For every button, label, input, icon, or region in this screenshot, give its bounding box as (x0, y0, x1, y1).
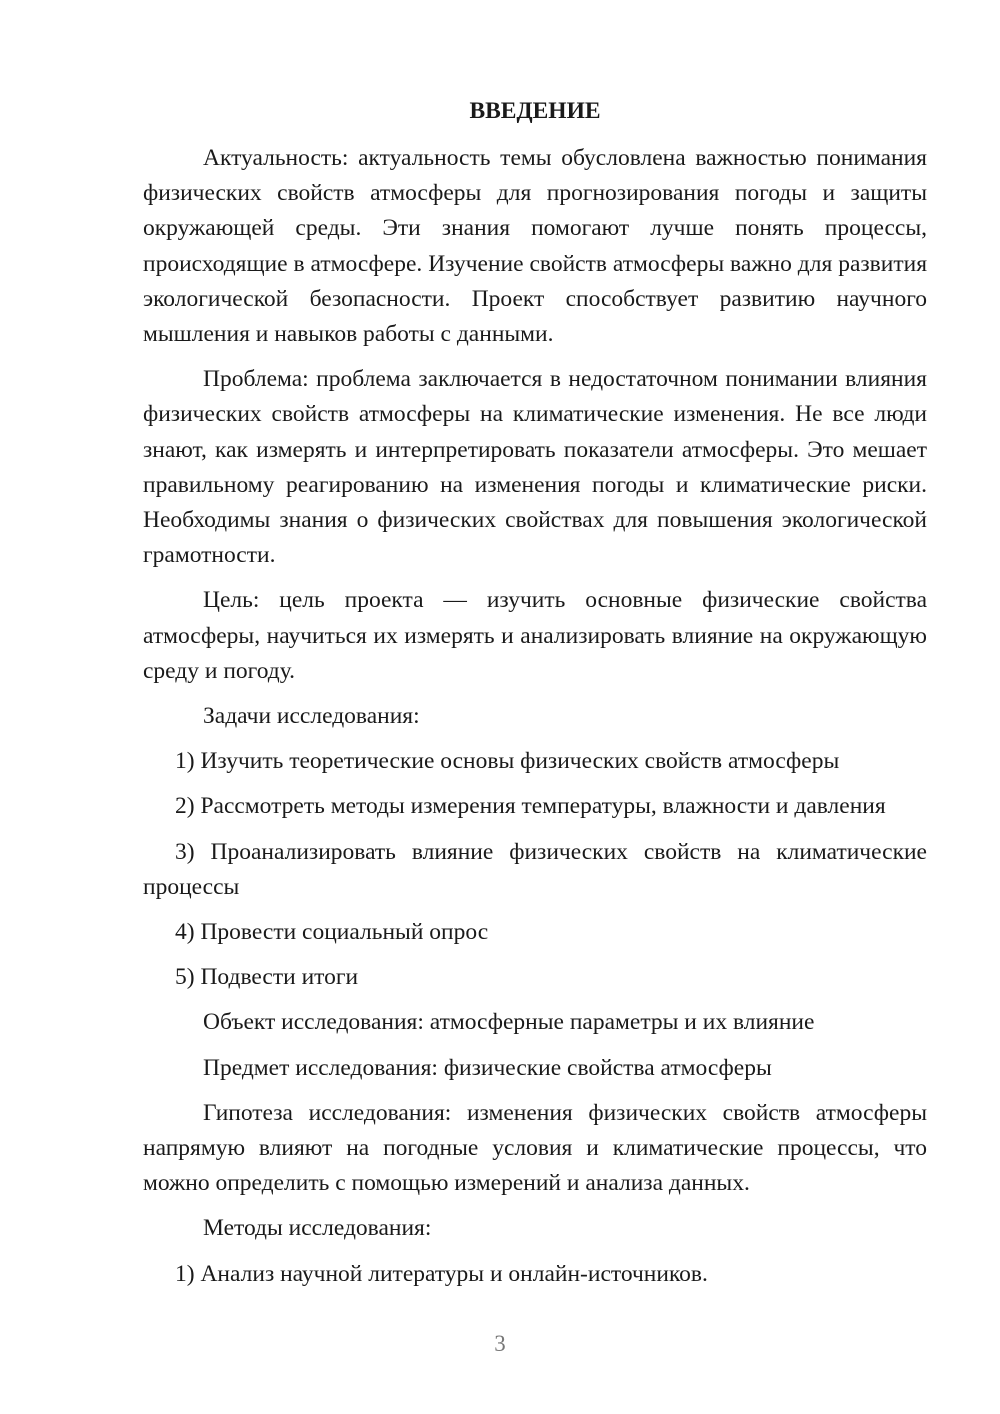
paragraph-actuality: Актуальность: актуальность темы обусловлена важностью понимания физических свойств атмосферы для прогнозирования погоды и защиты окружающей среды. Эти знания помогают лучше понять процессы, происходящие в атмосфере. Изучение свойств атмосферы важно для развития экологической безопасности. Проект способствует развитию научного мышления и навыков работы с данными. (143, 145, 927, 348)
list-item: 1) Изучить теоретические основы физических свойств атмосферы (175, 748, 840, 775)
tasks-title: Задачи исследования: (203, 703, 420, 730)
list-item: 2) Рассмотреть методы измерения температуры, влажности и давления (175, 793, 886, 820)
paragraph-subject: Предмет исследования: физические свойства атмосферы (203, 1054, 772, 1081)
list-item: 1) Анализ научной литературы и онлайн-источников. (175, 1260, 708, 1287)
tasks-list (143, 744, 927, 995)
paragraph-goal: Цель: цель проекта — изучить основные физические свойства атмосферы, научиться их измерять и анализировать влияние на окружающую среду и погоду. (143, 587, 927, 684)
list-item: 4) Провести социальный опрос (175, 919, 489, 946)
page-number: 3 (494, 1331, 506, 1356)
paragraph-hypothesis: Гипотеза исследования: изменения физических свойств атмосферы напрямую влияют на погодные условия и климатические процессы, что можно определить с помощью измерений и анализа данных. (143, 1099, 927, 1197)
page-content (143, 95, 927, 1302)
methods-list (143, 1257, 927, 1292)
methods-title: Методы исследования: (203, 1215, 432, 1242)
page-heading: ВВЕДЕНИЕ (469, 98, 601, 124)
list-item: 5) Подвести итоги (175, 964, 359, 991)
list-item: 3) Проанализировать влияние физических свойств на климатические процессы (143, 838, 927, 900)
paragraph-object: Объект исследования: атмосферные параметры и их влияние (203, 1009, 815, 1036)
paragraph-problem: Проблема: проблема заключается в недостаточном понимании влияния физических свойств атмосферы на климатические изменения. Не все люди знают, как измерять и интерпретировать показатели атмосферы. Это мешает правильному реагированию на изменения погоды и климатические риски. Необходимы знания о физических свойствах для повышения экологической грамотности. (143, 366, 927, 569)
